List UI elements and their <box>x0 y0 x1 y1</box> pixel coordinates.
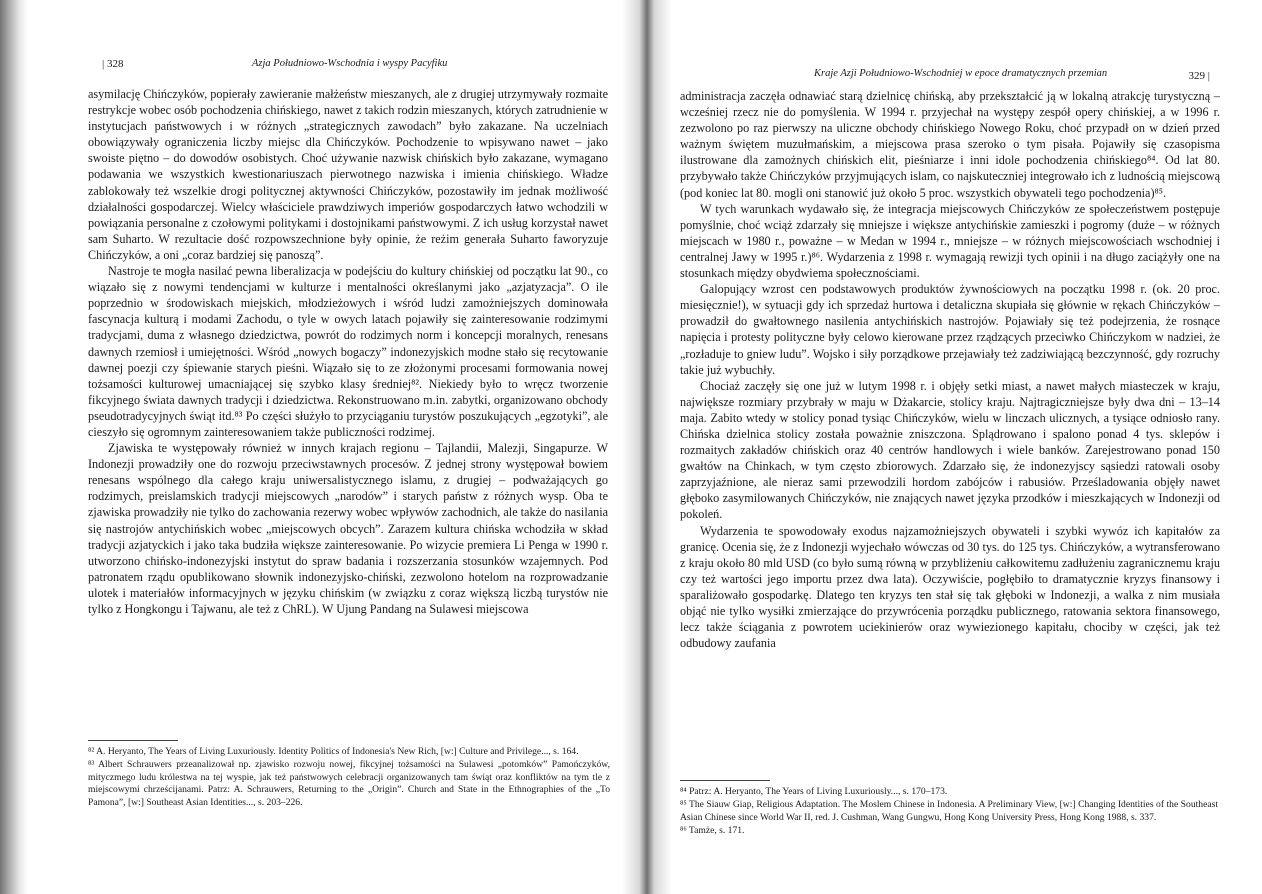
right-page-number: 329 | <box>1188 70 1210 82</box>
footnote: ⁸² A. Heryanto, The Years of Living Luxuriously. Identity Politics of Indonesia's New Rich, [w:] Culture and Privilege..., s. 164. <box>88 746 579 757</box>
left-page-number: | 328 <box>102 58 124 70</box>
left-page <box>84 0 616 894</box>
left-running-header <box>84 58 616 74</box>
paragraph: administracja zaczęła odnawiać starą dzielnicę chińską, aby przekształcić ją w lokalną atrakcję turystyczną – wcześniej rzecz nie do pomyślenia. W 1994 r. przyjechał na występy zespół opery chińskiej, a w 1996 r. zezwolono po raz pierwszy na uliczne obchody chińskiego Nowego Roku, choć przypadł on w dzień przed ważnym świętem muzułmańskim, a miejscowa prasa szeroko o tym pisała. Pojawiły się czasopisma ilustrowane dla zamożnych chińskich elit, pieśniarze i inni idole pochodzenia chińskiego⁸⁴. Od lat 80. przybywało także Chińczyków przyjmujących islam, co najskuteczniej integrowało ich z ludnością miejscową (pod koniec lat 80. mogli oni stanowić już około 5 proc. wszystkich obywateli tego pochodzenia)⁸⁵. <box>680 89 1220 200</box>
right-footnotes <box>680 786 1218 839</box>
book-gutter <box>622 0 672 894</box>
right-page <box>676 0 1224 894</box>
paragraph: Chociaż zaczęły się one już w lutym 1998 r. i objęły setki miast, a nawet małych miasteczek w kraju, największe rozmiary przybrały w maju w Dżakarcie, stolicy kraju. Najtragiczniejsze były dwa dni – 13–14 maja. Zabito wtedy w stolicy ponad tysiąc Chińczyków, wielu w linczach ulicznych, a tysiące odniosło rany. Chińska dzielnica stolicy została poważnie zniszczona. Splądrowano i spalono ponad 4 tys. sklepów i rozmaitych zakładów chińskich oraz 40 centrów handlowych i wiele banków. Zarejestrowano ponad 150 gwałtów na Chinkach, w tym często zbiorowych. Zdarzało się, że indonezyjscy sąsiedzi ratowali osoby zaprzyjaźnione, ale nieraz sami przewodzili hordom zabójców i rabusiów. Prześladowania objęły nawet głęboko zasymilowanych Chińczyków, nie znających nawet języka przodków i mieszkających w Indonezji od pokoleń. <box>680 378 1220 522</box>
paragraph: Wydarzenia te spowodowały exodus najzamożniejszych obywateli i szybki wywóz ich kapitałów za granicę. Ocenia się, że z Indonezji wyjechało wówczas od 30 tys. do 125 tys. Chińczyków, a wytransferowano z kraju około 80 mld USD (co było sumą równą w przybliżeniu całkowitemu zadłużeniu zagranicznemu kraju czy też wartości jego importu przez dwa lata). Oczywiście, pogłębiło to dramatycznie kryzys finansowy i sparaliżowało gospodarkę. Dlatego ten kryzys ten stał się tak głęboki w Indonezji, a walka z nim musiała objąć nie tylko wysiłki zmierzające do przywrócenia porządku publicznego, ratowania sektora finansowego, lecz także ściągania z powrotem uciekinierów oraz wywiezionego kapitału, chociby w części, jak też odbudowy zaufania <box>680 523 1220 651</box>
right-running-title: Kraje Azji Południowo-Wschodniej w epoce dramatycznych przemian <box>814 68 1108 79</box>
footnote: ⁸⁶ Tamże, s. 171. <box>680 825 745 837</box>
paragraph: asymilację Chińczyków, popierały zawieranie małżeństw mieszanych, ale z drugiej utrzymywały rozmaite restrykcje wobec osób pochodzenia chińskiego, nawet z takich rodzin mieszanych, których zatrudnienie w instytucjach państwowych i w różnych „strategicznych zawodach” było zakazane. Na uczelniach obowiązywały ograniczenia liczby miejsc dla Chińczyków. Pochodzenie to wpisywano nawet – jako swoiste piętno – do dowodów osobistych. Choć używanie nazwisk chińskich było zakazane, wymagano podawania we wszystkich kwestionariuszach pierwotnego nazwiska i imienia chińskiego. Władze zablokowały też wszelkie drogi politycznej aktywności Chińczyków, pozostawiły im jednak możliwość działalności gospodarczej. Wielcy właściciele prawdziwych imperiów gospodarczych łatwo wchodzili w powiązania personalne z czołowymi politykami i dostojnikami państwowymi. Z ich usług korzystał nawet sam Suharto. W rezultacie dość rozpowszechnione były opinie, że reżim generała Suharto faworyzuje Chińczyków, a oni „coraz bardziej się panoszą”. <box>88 87 608 262</box>
right-body-text <box>680 88 1220 651</box>
left-footnotes <box>88 746 610 810</box>
paragraph: Zjawiska te występowały również w innych krajach regionu – Tajlandii, Malezji, Singapurze. W Indonezji prowadziły one do rozwoju przeciwstawnych procesów. Z jednej strony występował bowiem renesans wspólnego dla całego kraju uniwersalistycznego islamu, z drugiej – podważających go rodzimych, preislamskich tradycji miejscowych „narodów” i starych państw z różnych wysp. Oba te zjawiska prowadziły nie tylko do zachowania rezerwy wobec wpływów zachodnich, ale także do nasilania się nastrojów antychińskich wobec „miejscowych obcych”. Zarazem kultura chińska wchodziła w skład tradycji azjatyckich i jako taka budziła większe zainteresowanie. Po wizycie premiera Li Penga w 1990 r. utworzono chińsko-indonezyjski instytut do spraw badania i rozszerzania stosunków wzajemnych. Pod patronatem rządu opublikowano słownik indonezyjsko-chiński, zezwolono hotelom na rozprowadzanie ulotek i materiałów informacyjnych w języku chińskim (w związku z coraz większą liczbą turystów nie tylko z Hongkongu i Tajwanu, ale też z ChRL). W Ujung Pandang na Sulawesi miejscowa <box>88 441 608 616</box>
scan-edge-shadow <box>0 0 28 894</box>
right-running-header <box>676 68 1224 84</box>
paragraph: W tych warunkach wydawało się, że integracja miejscowych Chińczyków ze społeczeństwem postępuje pomyślnie, choć wciąż zdarzały się mniejsze i większe antychińskie zamieszki i pogromy (duże – w różnych miejscach w 1980 r., poważne – w Medan w 1994 r., mniejsze – w różnych miejscowościach wschodniej i centralnej Jawy w 1995 r.)⁸⁶. Wydarzenia z 1998 r. wymagają rewizji tych opinii i na długo zaciążyły one na stosunkach między obydwiema społecznościami. <box>680 201 1220 281</box>
footnote: ⁸⁴ Patrz: A. Heryanto, The Years of Living Luxuriously..., s. 170–173. <box>680 786 948 797</box>
left-running-title: Azja Południowo-Wschodnia i wyspy Pacyfiku <box>252 58 448 69</box>
footnote-rule <box>88 740 178 741</box>
footnote: ⁸³ Albert Schrauwers przeanalizował np. zjawisko rozwoju nowej, fikcyjnej tożsamości na Sulawesi „potomków” Pamończyków, mityczmego ludu królestwa na tej wyspie, jak też państwowych celebracji organizowanych tam świąt oraz konfliktów na tym tle z miejscowymi chrześcijanami. Patrz: A. Schrauwers, Returning to the „Origin”. Church and State in the Ethnographies of the „To Pamona”, [w:] Southeast Asian Identities..., s. 203–226. <box>88 759 610 808</box>
left-body-text <box>88 86 608 617</box>
footnote-rule <box>680 780 770 781</box>
paragraph: Nastroje te mogła nasilać pewna liberalizacja w podejściu do kultury chińskiej od początku lat 90., co wiązało się z nowymi tendencjami w kulturze i mentalności określanymi jako „azjatyzacja”. O ile poprzednio w środowiskach miejskich, młodzieżowych i wśród ludzi zamożniejszych dominowała fascynacja kulturą i modami Zachodu, o tyle w owych latach pojawiły się zainteresowanie rodzimymi tradycjami, duma z własnego dziedzictwa, powrót do rodzimych norm i koncepcji moralnych, renesans dawnych rzemiosł i umiejętności. Wśród „nowych bogaczy” indonezyjskich modne stało się recytowanie dawnej poezji czy śpiewanie starych pieśni. Wiązało się to ze złożonymi procesami formowania nowej tożsamości kulturowej umacniającej się szybko klasy średniej⁸². Niekiedy było to wręcz tworzenie fikcyjnego świata dawnych tradycji i dziedzictwa. Rekonstruowano m.in. zabytki, organizowano obchody pseudotradycyjnych świąt itd.⁸³ Po części służyło to przyciąganiu turystów poszukujących „egzotyki”, ale cieszyło się ogromnym zainteresowaniem także publiczności rodzimej. <box>88 264 608 439</box>
footnote: ⁸⁵ The Siauw Giap, Religious Adaptation. The Moslem Chinese in Indonesia. A Preliminary View, [w:] Changing Identities of the Southeast Asian Chinese since World War II, red. J. Cushman, Wang Gungwu, Hong Kong University Press, Hong Kong 1988, s. 337. <box>680 799 1218 823</box>
paragraph: Galopujący wzrost cen podstawowych produktów żywnościowych na początku 1998 r. (ok. 20 proc. miesięcznie!), w sytuacji gdy ich sprzedaż hurtowa i detaliczna skupiała się głównie w rękach Chińczyków – prowadził do gwałtownego nasilenia antychińskich nastrojów. Pojawiały się też podejrzenia, że rosnące napięcia i protesty polityczne były celowo kierowane przez rządzących przeciwko Chińczykom w nadziei, że „rozładuje to gniew ludu”. Wojsko i siły porządkowe przejawiały też zadziwiającą bezczynność, gdy rozruchy takie już wybuchły. <box>680 282 1220 377</box>
